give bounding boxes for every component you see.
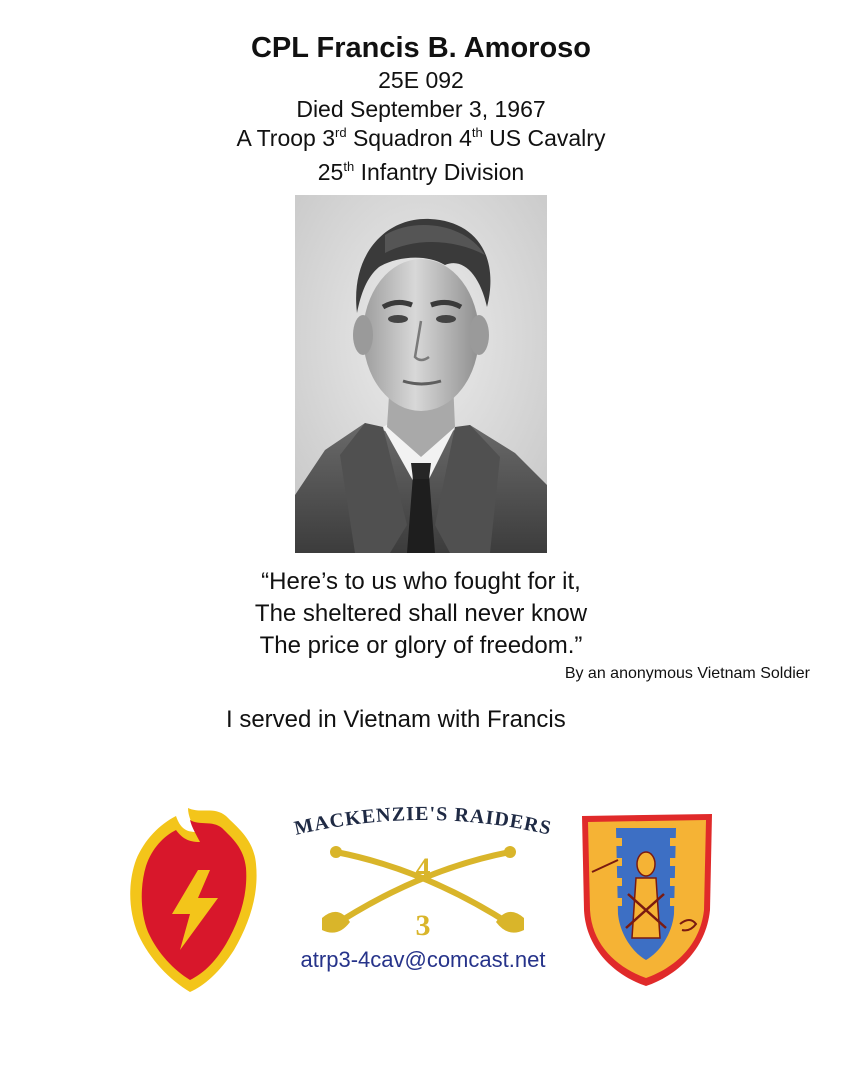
portrait-photo	[295, 195, 547, 553]
quote-line-3: The price or glory of freedom.”	[259, 632, 583, 659]
saber-top-number: 4	[415, 852, 431, 885]
division-line	[0, 158, 842, 187]
unit-part: US Cavalry	[482, 125, 606, 151]
unit-superscript: rd	[335, 125, 347, 140]
cavalry-shield-icon	[578, 810, 716, 990]
saber-bottom-number: 3	[415, 909, 431, 942]
infantry-division-badge-icon	[126, 802, 260, 994]
mackenzies-raiders-logo	[278, 800, 568, 950]
service-number: 25E 092	[378, 67, 464, 93]
division-part: Infantry Division	[354, 159, 525, 185]
soldier-name: CPL Francis B. Amoroso	[250, 32, 591, 64]
quote-attribution: By an anonymous Vietnam Soldier	[564, 665, 810, 682]
served-statement: I served in Vietnam with Francis	[226, 706, 566, 733]
date-of-death: Died September 3, 1967	[296, 96, 546, 122]
division-superscript: th	[343, 159, 355, 174]
unit-part: Squadron 4	[346, 125, 472, 151]
raiders-banner-text: MACKENZIE'S RAIDERS	[292, 802, 554, 840]
quote-line-2: The sheltered shall never know	[254, 600, 588, 627]
unit-line	[0, 124, 842, 153]
svg-text:MACKENZIE'S RAIDERS	[292, 803, 553, 840]
division-part: 25	[317, 159, 344, 185]
contact-email: atrp3-4cav@comcast.net	[300, 947, 546, 972]
unit-part: A Troop 3	[236, 125, 336, 151]
unit-superscript: th	[471, 125, 483, 140]
quote-line-1: “Here’s to us who fought for it,	[261, 568, 581, 595]
